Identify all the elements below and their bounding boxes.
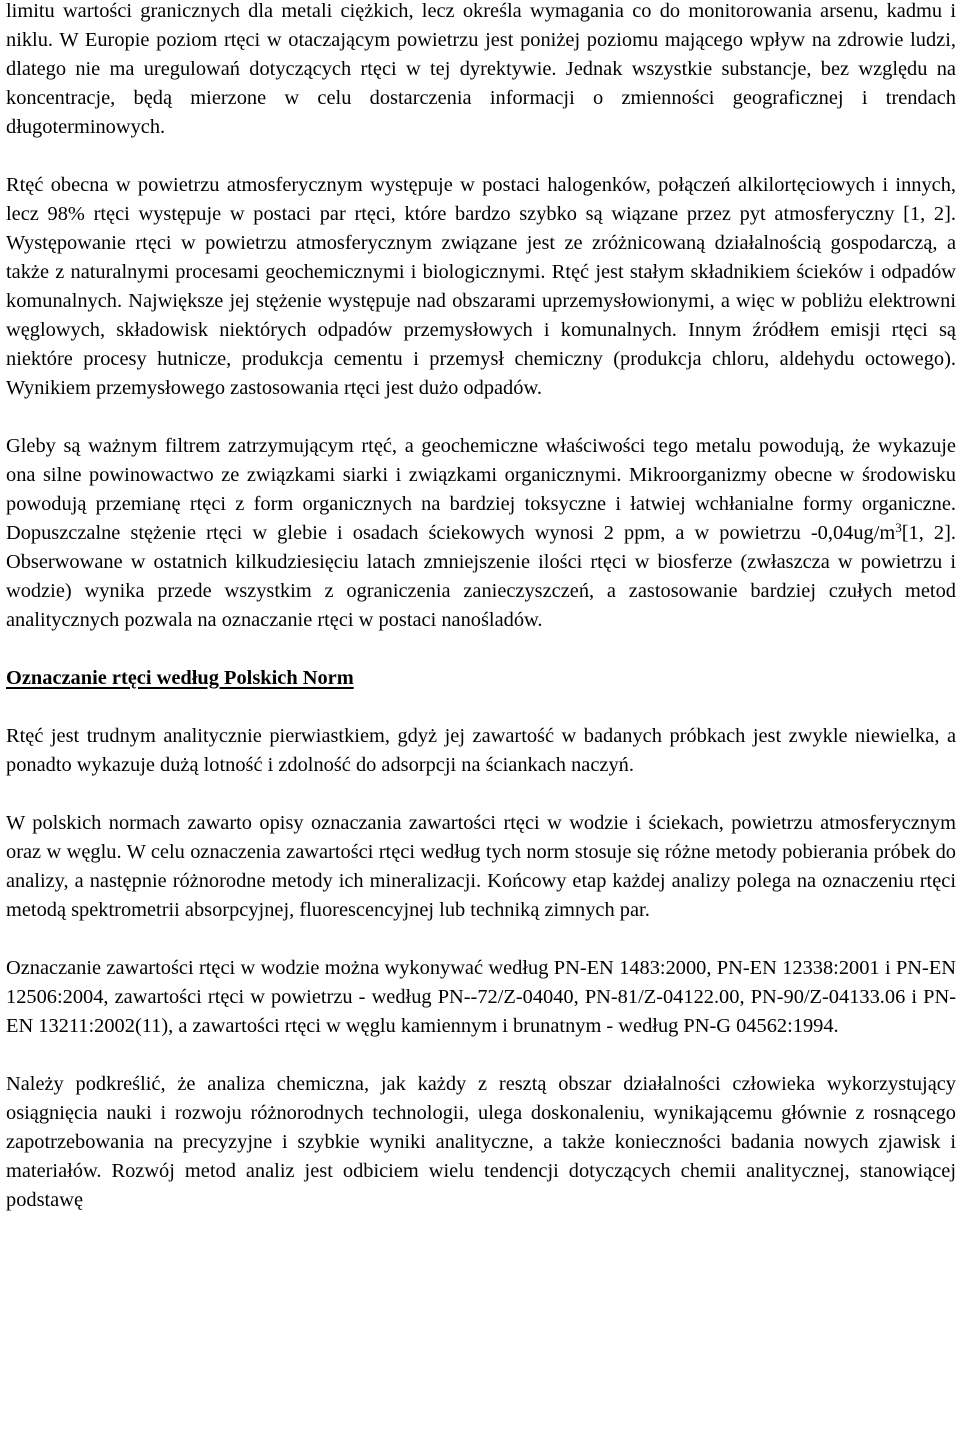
paragraph-norm-list: Oznaczanie zawartości rtęci w wodzie można wykonywać według PN-EN 1483:2000, PN-EN 12338:2001 i PN-EN 12506:2004, zawartości rtęci w powietrzu - według PN--72/Z-04040, PN-81/Z-04122.00, PN-90/Z-04133.06 i PN-EN 13211:2002(11), a zawartości rtęci w węglu kamiennym i brunatnym - według PN-G 04562:1994. <box>6 957 956 1037</box>
document-page <box>6 0 956 1215</box>
paragraph-soil-mercury-part2: [1, 2]. Obserwowane w ostatnich kilkudziesięciu latach zmniejszenie ilości rtęci w biosferze (zwłaszcza w powietrzu i wodzie) wynika przede wszystkim z ograniczenia zanieczyszczeń, a zastosowanie bardziej czułych metod analitycznych pozwala na oznaczanie rtęci w postaci nanośladów. <box>6 522 956 631</box>
paragraph-soil-mercury-part1: Gleby są ważnym filtrem zatrzymującym rtęć, a geochemiczne właściwości tego metalu powodują, że wykazuje ona silne powinowactwo ze związkami siarki i związkami organicznymi. Mikroorganizmy obecne w środowisku powodują przemianę rtęci z form organicznych na bardziej toksyczne i łatwiej wchłanialne formy organiczne. Dopuszczalne stężenie rtęci w glebie i osadach ściekowych wynosi 2 ppm, a w powietrzu -0,04ug/m <box>6 435 956 544</box>
paragraph-soil-mercury <box>6 432 956 635</box>
paragraph-monitoring-directive: limitu wartości granicznych dla metali ciężkich, lecz określa wymagania co do monitorowania arsenu, kadmu i niklu. W Europie poziom rtęci w otaczającym powietrzu jest poniżej poziomu mającego wpływ na zdrowie ludzi, dlatego nie ma uregulowań dotyczących rtęci w tej dyrektywie. Jednak wszystkie substancje, bez względu na koncentracje, będą mierzone w celu dostarczenia informacji o zmienności geograficznej i trendach długoterminowych. <box>6 0 956 138</box>
paragraph-polish-norms: W polskich normach zawarto opisy oznaczania zawartości rtęci w wodzie i ściekach, powietrzu atmosferycznym oraz w węglu. W celu oznaczenia zawartości rtęci według tych norm stosuje się różne metody pobierania próbek do analizy, a następnie różnorodne metody ich mineralizacji. Końcowy etap każdej analizy polega na oznaczeniu rtęci metodą spektrometrii absorpcyjnej, fluorescencyjnej lub techniką zimnych par. <box>6 812 956 921</box>
paragraph-atmospheric-mercury: Rtęć obecna w powietrzu atmosferycznym występuje w postaci halogenków, połączeń alkilortęciowych i innych, lecz 98% rtęci występuje w postaci par rtęci, które bardzo szybko są wiązane przez pyt atmosferyczny [1, 2]. Występowanie rtęci w powietrzu atmosferycznym związane jest ze zróżnicowaną działalnością gospodarczą, a także z naturalnymi procesami geochemicznymi i biologicznymi. Rtęć jest stałym składnikiem ścieków i odpadów komunalnych. Największe jej stężenie występuje nad obszarami uprzemysłowionymi, a więc w pobliżu elektrowni węglowych, składowisk niektórych odpadów przemysłowych i komunalnych. Innym źródłem emisji rtęci są niektóre procesy hutnicze, produkcja cementu i przemysł chemiczny (produkcja chloru, aldehydu octowego). Wynikiem przemysłowego zastosowania rtęci jest dużo odpadów. <box>6 174 956 399</box>
paragraph-analysis-development: Należy podkreślić, że analiza chemiczna, jak każdy z resztą obszar działalności człowieka wykorzystujący osiągnięcia nauki i rozwoju różnorodnych technologii, ulega doskonaleniu, wynikającemu głównie z rosnącego zapotrzebowania na precyzyjne i szybkie wyniki analityczne, a także konieczności badania nowych zjawisk i materiałów. Rozwój metod analiz jest odbiciem wielu tendencji dotyczących chemii analitycznej, stanowiącej podstawę <box>6 1073 956 1211</box>
paragraph-analytical-difficulty: Rtęć jest trudnym analitycznie pierwiastkiem, gdyż jej zawartość w badanych próbkach jest zwykle niewielka, a ponadto wykazuje dużą lotność i zdolność do adsorpcji na ściankach naczyń. <box>6 725 956 776</box>
superscript-cubic: 3 <box>895 520 902 535</box>
section-heading: Oznaczanie rtęci według Polskich Norm <box>6 667 354 689</box>
